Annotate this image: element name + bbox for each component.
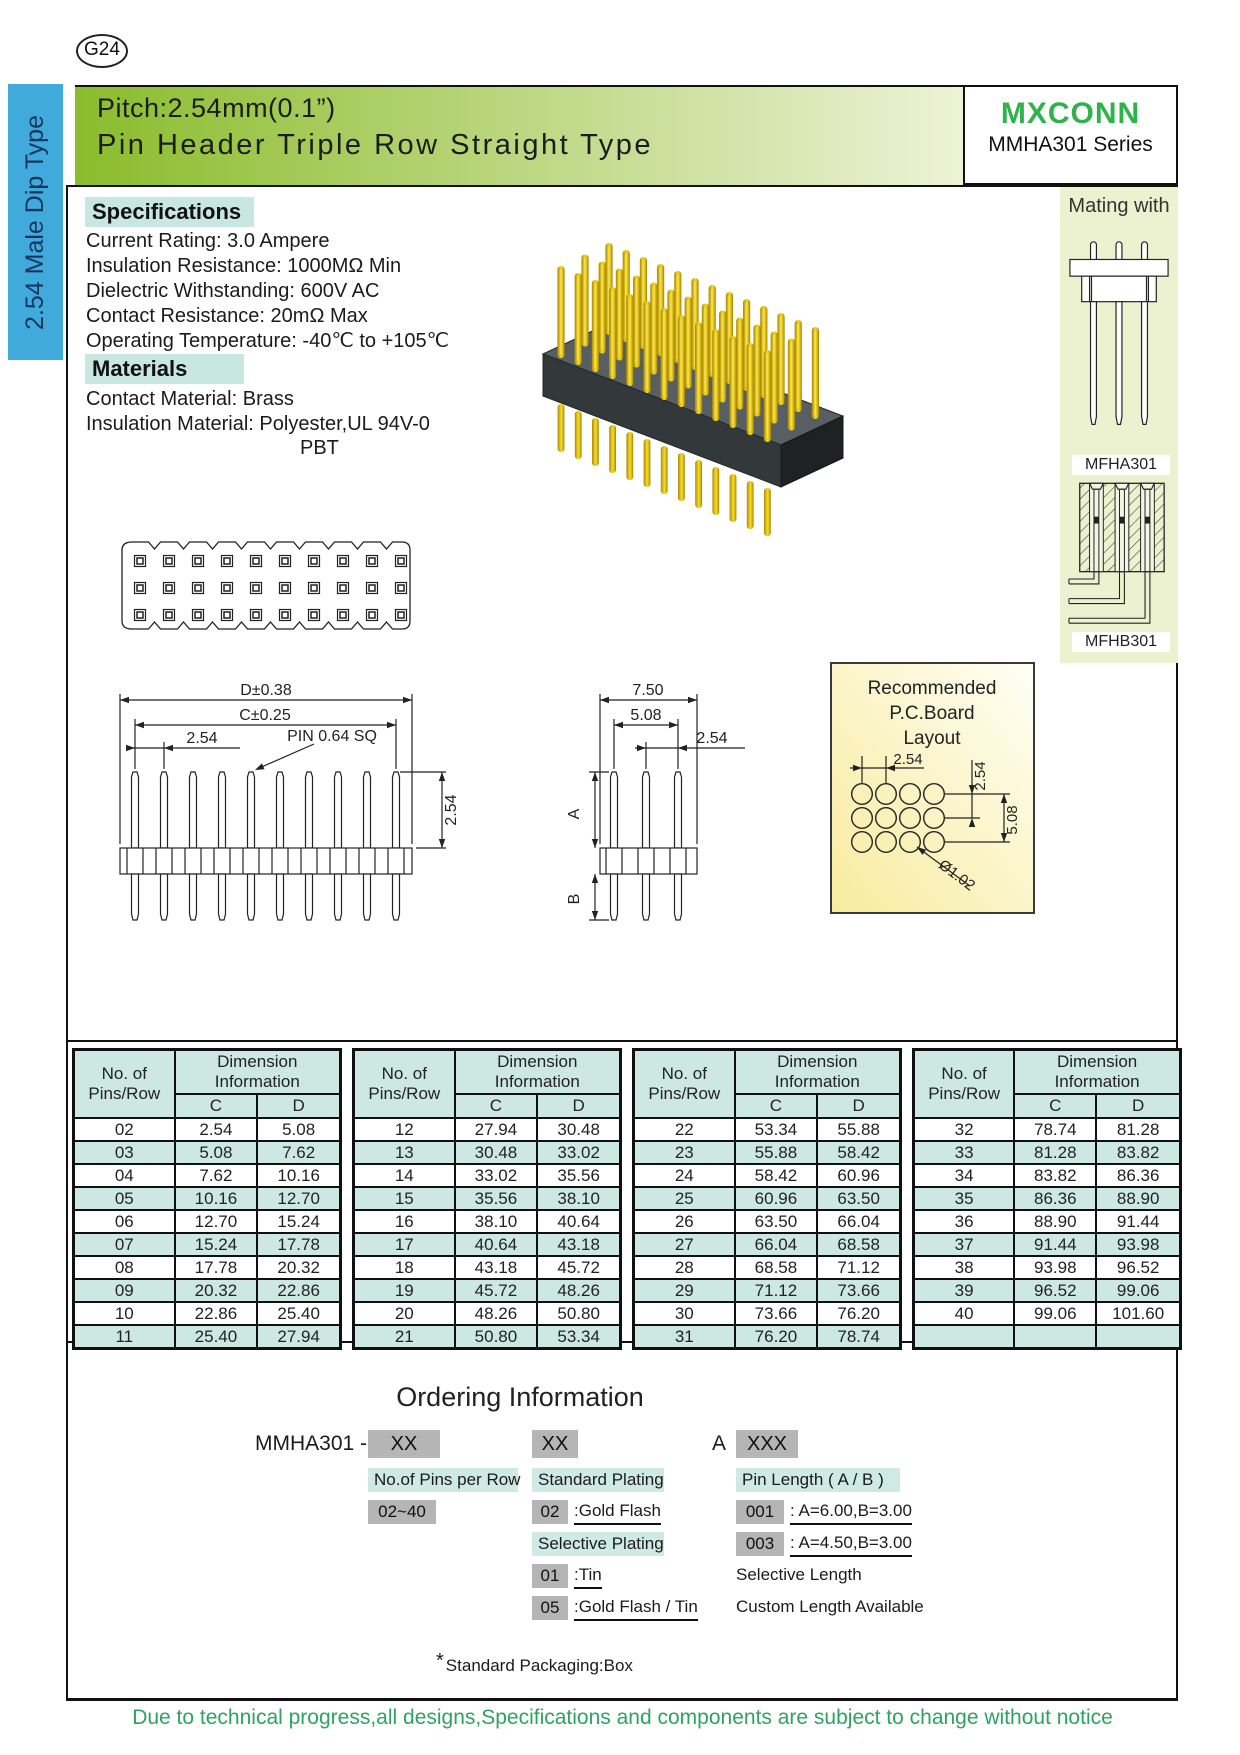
material-insulation: Insulation Material: Polyester,UL 94V-0	[86, 413, 430, 435]
dimension-cell: 08	[74, 1256, 175, 1279]
header-divider	[66, 185, 1178, 187]
dimension-cell: 101.60	[1096, 1302, 1180, 1325]
dimension-cell: 76.20	[817, 1302, 900, 1325]
dimension-cell: 34	[914, 1164, 1015, 1187]
dimension-cell: 24	[634, 1164, 735, 1187]
dimension-cell: 48.26	[537, 1279, 620, 1302]
dimension-cell: 36	[914, 1210, 1015, 1233]
dimension-cell: 43.18	[455, 1256, 538, 1279]
dimension-cell: 76.20	[735, 1325, 818, 1349]
custom-length-note: Custom Length Available	[736, 1597, 924, 1616]
ordering-title: Ordering Information	[396, 1382, 644, 1412]
dimension-cell: 55.88	[735, 1141, 818, 1164]
dimension-cell: 91.44	[1096, 1210, 1180, 1233]
series-name: MMHA301 Series	[988, 133, 1153, 156]
part-number-prefix: MMHA301 -	[255, 1432, 368, 1455]
mating-item-mfha301: MFHA301	[1072, 455, 1170, 475]
dimension-cell: 5.08	[175, 1141, 258, 1164]
dimension-cell: 20.32	[257, 1256, 340, 1279]
dimension-cell: 35.56	[537, 1164, 620, 1187]
dimension-cell: 07	[74, 1233, 175, 1256]
dimension-cell: 31	[634, 1325, 735, 1349]
table-divider	[66, 1040, 1178, 1042]
spec-current-rating: Current Rating: 3.0 Ampere	[86, 230, 330, 252]
dimension-cell: 21	[354, 1325, 455, 1349]
dim-pitch-side: 2.54	[696, 730, 728, 747]
dimension-cell: 35	[914, 1187, 1015, 1210]
dimension-cell: 10.16	[175, 1187, 258, 1210]
pcb-layout-box	[830, 662, 1035, 914]
materials-heading: Materials	[85, 354, 244, 384]
dimension-cell	[1014, 1325, 1096, 1349]
product-photo	[515, 188, 945, 543]
dimension-cell: 38	[914, 1256, 1015, 1279]
dimension-cell: 33.02	[455, 1164, 538, 1187]
material-insulation-cont: PBT	[300, 437, 339, 459]
pin-size-label: PIN 0.64 SQ	[287, 728, 377, 745]
length-desc-003: : A=4.50,B=3.00	[790, 1533, 912, 1557]
top-view-drawing	[118, 536, 428, 641]
dimension-cell: 35.56	[455, 1187, 538, 1210]
dimension-cell: 96.52	[1014, 1279, 1096, 1302]
dimension-cell: 20.32	[175, 1279, 258, 1302]
title-bar	[75, 85, 963, 185]
spec-contact-resistance: Contact Resistance: 20mΩ Max	[86, 305, 368, 327]
page-title-pitch: Pitch:2.54mm(0.1”)	[97, 93, 336, 123]
dimension-cell: 27.94	[257, 1325, 340, 1349]
mating-heading: Mating with	[1068, 195, 1170, 217]
dimension-cell: 12.70	[257, 1187, 340, 1210]
dimension-cell: 25.40	[257, 1302, 340, 1325]
dimension-table: No. of Pins/Row Dimension Information C D 02 2.54 5.08 03 5.08 7.62 04 7.62 10.16 05 10.16 12.70 06 12.70 15.24 07 15.24 17.78 08 17.78 20.32 09 20.32 22.86 10 22.86 25.40 11 25.40 27.94	[72, 1048, 342, 1350]
code-length-placeholder: XXX	[736, 1430, 798, 1458]
length-code-003: 003	[736, 1532, 784, 1556]
dimension-cell: 38.10	[537, 1187, 620, 1210]
specifications-heading: Specifications	[85, 197, 254, 227]
pcb-title-2: P.C.Board	[889, 703, 975, 724]
mating-drawing-mfha301	[1066, 222, 1172, 454]
selective-length-note: Selective Length	[736, 1565, 862, 1584]
standard-plating-label: Standard Plating	[532, 1468, 664, 1492]
spec-insulation-resistance: Insulation Resistance: 1000MΩ Min	[86, 255, 402, 277]
dimension-cell: 88.90	[1014, 1210, 1096, 1233]
page-number-badge: G24	[76, 34, 128, 68]
plating-desc-gold-flash: :Gold Flash	[574, 1501, 661, 1525]
packaging-note	[436, 1650, 633, 1676]
dimension-cell: 73.66	[735, 1302, 818, 1325]
dimension-cell: 93.98	[1096, 1233, 1180, 1256]
length-code-001: 001	[736, 1500, 784, 1524]
specifications-list	[86, 229, 449, 354]
dimension-cell: 53.34	[537, 1325, 620, 1349]
brand-logo: MXCONN	[1000, 97, 1141, 130]
dimension-cell: 45.72	[455, 1279, 538, 1302]
dimension-cell: 78.74	[817, 1325, 900, 1349]
length-desc-001: : A=6.00,B=3.00	[790, 1501, 912, 1525]
pcb-title-1: Recommended	[867, 678, 997, 699]
dimension-cell: 71.12	[817, 1256, 900, 1279]
dim-a-label: A	[566, 808, 583, 820]
dimension-cell: 81.28	[1096, 1118, 1180, 1141]
dimension-cell: 23	[634, 1141, 735, 1164]
dimension-cell: 10.16	[257, 1164, 340, 1187]
plating-code-01: 01	[532, 1564, 568, 1588]
dimension-cell: 43.18	[537, 1233, 620, 1256]
dimension-cell: 17	[354, 1233, 455, 1256]
dimension-cell: 63.50	[735, 1210, 818, 1233]
dimension-cell: 15	[354, 1187, 455, 1210]
dimension-cell: 50.80	[537, 1302, 620, 1325]
dimension-cell: 48.26	[455, 1302, 538, 1325]
dimension-cell: 20	[354, 1302, 455, 1325]
footer-disclaimer: Due to technical progress,all designs,Specifications and components are subject to change without notice	[132, 1706, 1113, 1729]
dimension-cell: 33	[914, 1141, 1015, 1164]
dimension-cell: 7.62	[175, 1164, 258, 1187]
plating-code-02: 02	[532, 1500, 568, 1524]
dimension-cell: 14	[354, 1164, 455, 1187]
spec-operating-temperature: Operating Temperature: -40℃ to +105℃	[86, 330, 450, 352]
dimension-cell: 15.24	[175, 1233, 258, 1256]
dimension-cell: 22.86	[175, 1302, 258, 1325]
dimension-cell: 78.74	[1014, 1118, 1096, 1141]
dimension-cell: 99.06	[1014, 1302, 1096, 1325]
dimension-cell: 66.04	[735, 1233, 818, 1256]
dimension-cell: 40.64	[537, 1210, 620, 1233]
dimension-cell: 7.62	[257, 1141, 340, 1164]
front-view-drawing	[100, 680, 510, 930]
dimension-cell: 66.04	[817, 1210, 900, 1233]
dim-b-label: B	[566, 893, 583, 905]
dimension-cell: 09	[74, 1279, 175, 1302]
side-tab-label: 2.54 Male Dip Type	[21, 114, 49, 330]
code-pins-placeholder: XX	[368, 1430, 440, 1458]
page-title-product: Pin Header Triple Row Straight Type	[97, 129, 654, 161]
brand-box	[963, 85, 1178, 185]
mating-drawing-mfhb301	[1066, 478, 1172, 628]
dimension-cell: 53.34	[735, 1118, 818, 1141]
pcb-layout-drawing	[832, 664, 1033, 912]
dimension-cell: 58.42	[817, 1141, 900, 1164]
spec-dielectric: Dielectric Withstanding: 600V AC	[86, 280, 380, 302]
dimension-cell	[1096, 1325, 1180, 1349]
dimension-cell: 30.48	[537, 1118, 620, 1141]
dimension-cell: 26	[634, 1210, 735, 1233]
footer-divider	[66, 1698, 1178, 1701]
pcb-dim-pitch-h: 2.54	[893, 751, 923, 768]
dimension-cell: 2.54	[175, 1118, 258, 1141]
dimension-cell: 40.64	[455, 1233, 538, 1256]
dimension-cell: 22.86	[257, 1279, 340, 1302]
dimension-cell: 83.82	[1096, 1141, 1180, 1164]
materials-list	[86, 387, 430, 437]
pins-range: 02~40	[368, 1500, 436, 1524]
dimension-cell: 86.36	[1014, 1187, 1096, 1210]
dimension-tables	[72, 1048, 1182, 1350]
dimension-cell: 60.96	[817, 1164, 900, 1187]
dim-inner: 5.08	[630, 707, 662, 724]
dim-outer: 7.50	[632, 682, 664, 699]
dimension-cell: 55.88	[817, 1118, 900, 1141]
pcb-title-3: Layout	[903, 728, 961, 749]
packaging-note-text: Standard Packaging:Box	[445, 1656, 633, 1675]
dim-body-height: 2.54	[443, 794, 460, 826]
material-contact: Contact Material: Brass	[86, 388, 294, 410]
pcb-hole-diameter: Ø1.02	[935, 856, 979, 895]
dimension-cell: 30.48	[455, 1141, 538, 1164]
dimension-table: No. of Pins/Row Dimension Information C D 22 53.34 55.88 23 55.88 58.42 24 58.42 60.96 25 60.96 63.50 26 63.50 66.04 27 66.04 68.58 28 68.58 71.12 29 71.12 73.66 30 73.66 76.20 31 76.20 78.74	[632, 1048, 902, 1350]
dimension-cell: 28	[634, 1256, 735, 1279]
plating-code-05: 05	[532, 1596, 568, 1620]
dimension-cell: 25	[634, 1187, 735, 1210]
dimension-cell: 12	[354, 1118, 455, 1141]
dimension-cell: 88.90	[1096, 1187, 1180, 1210]
dimension-cell: 22	[634, 1118, 735, 1141]
dimension-cell: 17.78	[175, 1256, 258, 1279]
dimension-cell: 40	[914, 1302, 1015, 1325]
dimension-cell	[914, 1325, 1015, 1349]
dimension-cell: 96.52	[1096, 1256, 1180, 1279]
dimension-cell: 93.98	[1014, 1256, 1096, 1279]
dimension-cell: 10	[74, 1302, 175, 1325]
dimension-cell: 30	[634, 1302, 735, 1325]
dimension-cell: 71.12	[735, 1279, 818, 1302]
dimension-cell: 58.42	[735, 1164, 818, 1187]
dim-c: C±0.25	[239, 707, 291, 724]
dim-d: D±0.38	[240, 682, 292, 699]
pcb-dim-row: 5.08	[1004, 805, 1021, 835]
dimension-cell: 73.66	[817, 1279, 900, 1302]
code-length-prefix: A	[712, 1432, 727, 1455]
dimension-cell: 25.40	[175, 1325, 258, 1349]
dimension-cell: 45.72	[537, 1256, 620, 1279]
dimension-cell: 04	[74, 1164, 175, 1187]
side-view-drawing	[505, 680, 835, 930]
dimension-cell: 06	[74, 1210, 175, 1233]
dimension-cell: 02	[74, 1118, 175, 1141]
dimension-cell: 19	[354, 1279, 455, 1302]
code-plating-placeholder: XX	[532, 1430, 578, 1458]
packaging-note-asterisk: *	[436, 1650, 444, 1672]
dimension-cell: 81.28	[1014, 1141, 1096, 1164]
dimension-cell: 27	[634, 1233, 735, 1256]
side-tab	[8, 84, 63, 360]
dimension-cell: 68.58	[735, 1256, 818, 1279]
dimension-cell: 86.36	[1096, 1164, 1180, 1187]
dimension-cell: 27.94	[455, 1118, 538, 1141]
dimension-cell: 17.78	[257, 1233, 340, 1256]
dimension-table: No. of Pins/Row Dimension Information C D 12 27.94 30.48 13 30.48 33.02 14 33.02 35.56 15 35.56 38.10 16 38.10 40.64 17 40.64 43.18 18 43.18 45.72 19 45.72 48.26 20 48.26 50.80 21 50.80 53.34	[352, 1048, 622, 1350]
dimension-cell: 29	[634, 1279, 735, 1302]
dimension-cell: 50.80	[455, 1325, 538, 1349]
plating-desc-tin: :Tin	[574, 1565, 602, 1589]
dimension-cell: 05	[74, 1187, 175, 1210]
frame-left-border	[66, 185, 68, 1701]
dimension-cell: 39	[914, 1279, 1015, 1302]
selective-plating-label: Selective Plating	[532, 1532, 664, 1556]
dimension-cell: 83.82	[1014, 1164, 1096, 1187]
dimension-cell: 91.44	[1014, 1233, 1096, 1256]
dimension-cell: 12.70	[175, 1210, 258, 1233]
dimension-cell: 60.96	[735, 1187, 818, 1210]
dimension-cell: 33.02	[537, 1141, 620, 1164]
dimension-table: No. of Pins/Row Dimension Information C D 32 78.74 81.28 33 81.28 83.82 34 83.82 86.36 35 86.36 88.90 36 88.90 91.44 37 91.44 93.98 38 93.98 96.52 39 96.52 99.06 40 99.06 101.60	[912, 1048, 1182, 1350]
dim-pitch-front: 2.54	[186, 730, 218, 747]
plating-desc-gold-flash-tin: :Gold Flash / Tin	[574, 1597, 698, 1621]
dimension-cell: 18	[354, 1256, 455, 1279]
dimension-cell: 37	[914, 1233, 1015, 1256]
dimension-cell: 32	[914, 1118, 1015, 1141]
mating-item-mfhb301: MFHB301	[1072, 632, 1170, 652]
dimension-cell: 38.10	[455, 1210, 538, 1233]
dimension-cell: 03	[74, 1141, 175, 1164]
dimension-cell: 15.24	[257, 1210, 340, 1233]
dimension-cell: 5.08	[257, 1118, 340, 1141]
dimension-cell: 13	[354, 1141, 455, 1164]
pins-per-row-label: No.of Pins per Row	[368, 1468, 518, 1492]
dimension-cell: 11	[74, 1325, 175, 1349]
pin-length-label: Pin Length ( A / B )	[736, 1468, 900, 1492]
dimension-cell: 68.58	[817, 1233, 900, 1256]
dimension-cell: 16	[354, 1210, 455, 1233]
pcb-dim-pitch-v: 2.54	[972, 761, 989, 791]
dimension-cell: 99.06	[1096, 1279, 1180, 1302]
dimension-cell: 63.50	[817, 1187, 900, 1210]
